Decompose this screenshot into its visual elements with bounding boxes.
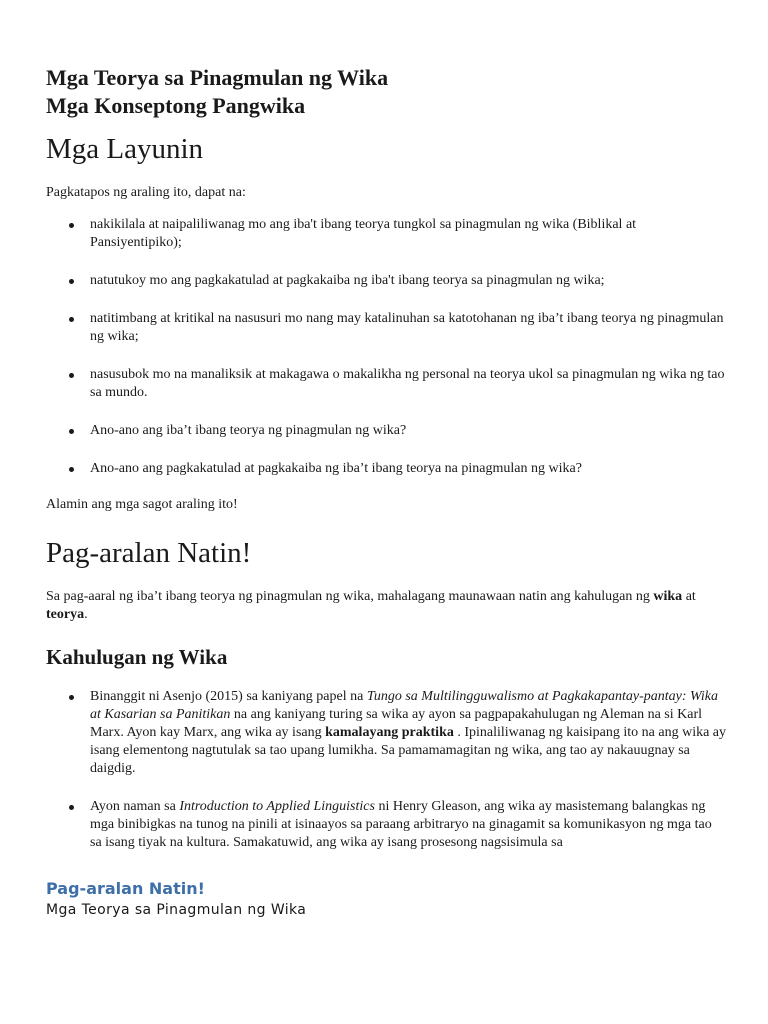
list-item: Ano-ano ang pagkakatulad at pagkakaiba ng iba’t ibang teorya na pinagmulan ng wika?	[46, 460, 726, 478]
list-item: nakikilala at naipaliliwanag mo ang iba't ibang teorya tungkol sa pinagmulan ng wika (Biblikal at Pansiyentipiko);	[46, 216, 726, 252]
list-item: natutukoy mo ang pagkakatulad at pagkakaiba ng iba't ibang teorya sa pinagmulan ng wika;	[46, 272, 726, 290]
term-wika: wika	[653, 589, 683, 604]
footer-subheading: Mga Teorya sa Pinagmulan ng Wika	[46, 902, 307, 918]
document-title-line-2: Mga Konseptong Pangwika	[46, 93, 306, 118]
layunin-list	[46, 216, 726, 478]
list-item: Binanggit ni Asenjo (2015) sa kaniyang papel na Tungo sa Multilingguwalismo at Pagkakapantay-pantay: Wika at Kasarian sa Panitikan na ang kaniyang turing sa wika ay ayon sa pagpapakahulugan ng Aleman na si Karl Marx. Ayon kay Marx, ang wika ay isang kamalayang praktika . Ipinaliliwanag ng kaisipang ito na ang wika ay isang elementong nagtutulak sa tao upang lumikha. Sa pamamamagitan ng wika, ang tao ay nakauugnay sa daigdig.	[46, 688, 726, 778]
document-title-line-1: Mga Teorya sa Pinagmulan ng Wika	[46, 65, 389, 90]
bullet-icon	[69, 805, 74, 810]
list-item: natitimbang at kritikal na nasusuri mo nang may katalinuhan sa katotohanan ng iba’t ibang teorya ng pinagmulan ng wika;	[46, 310, 726, 346]
pag-aralan-heading: Pag-aralan Natin!	[46, 537, 252, 569]
kahulugan-heading: Kahulugan ng Wika	[46, 645, 228, 669]
document-page	[46, 64, 726, 920]
kahulugan-list	[46, 688, 726, 852]
layunin-heading: Mga Layunin	[46, 133, 204, 165]
bullet-icon	[69, 279, 74, 284]
term-teorya: teorya	[46, 607, 85, 622]
bullet-icon	[69, 223, 74, 228]
layunin-closing: Alamin ang mga sagot araling ito!	[46, 497, 238, 512]
book-title: Tungo sa Multilingguwalismo at Pagkakapantay-pantay: Wika at Kasarian sa Panitikan	[90, 689, 718, 722]
book-title: Introduction to Applied Linguistics	[179, 799, 375, 814]
footer-heading: Pag-aralan Natin!	[46, 879, 205, 898]
list-item: Ano-ano ang iba’t ibang teorya ng pinagmulan ng wika?	[46, 422, 726, 440]
list-item: Ayon naman sa Introduction to Applied Linguistics ni Henry Gleason, ang wika ay masistemang balangkas ng mga binibigkas na tunog na pinili at isinaayos sa paraang arbitraryo na ginagamit sa komunikasyon ng mga tao sa isang tiyak na kultura. Samakatuwid, ang wika ay isang prosesong nagsisimula sa	[46, 798, 726, 852]
bullet-icon	[69, 373, 74, 378]
bullet-icon	[69, 429, 74, 434]
key-term: kamalayang praktika	[325, 725, 454, 740]
layunin-intro: Pagkatapos ng araling ito, dapat na:	[46, 185, 246, 200]
bullet-icon	[69, 695, 74, 700]
bullet-icon	[69, 317, 74, 322]
pag-aralan-intro: Sa pag-aaral ng iba’t ibang teorya ng pinagmulan ng wika, mahalagang maunawaan natin ang kahulugan ng wika at teorya.	[46, 589, 696, 622]
list-item: nasusubok mo na manaliksik at makagawa o makalikha ng personal na teorya ukol sa pinagmulan ng wika ng tao sa mundo.	[46, 366, 726, 402]
bullet-icon	[69, 467, 74, 472]
